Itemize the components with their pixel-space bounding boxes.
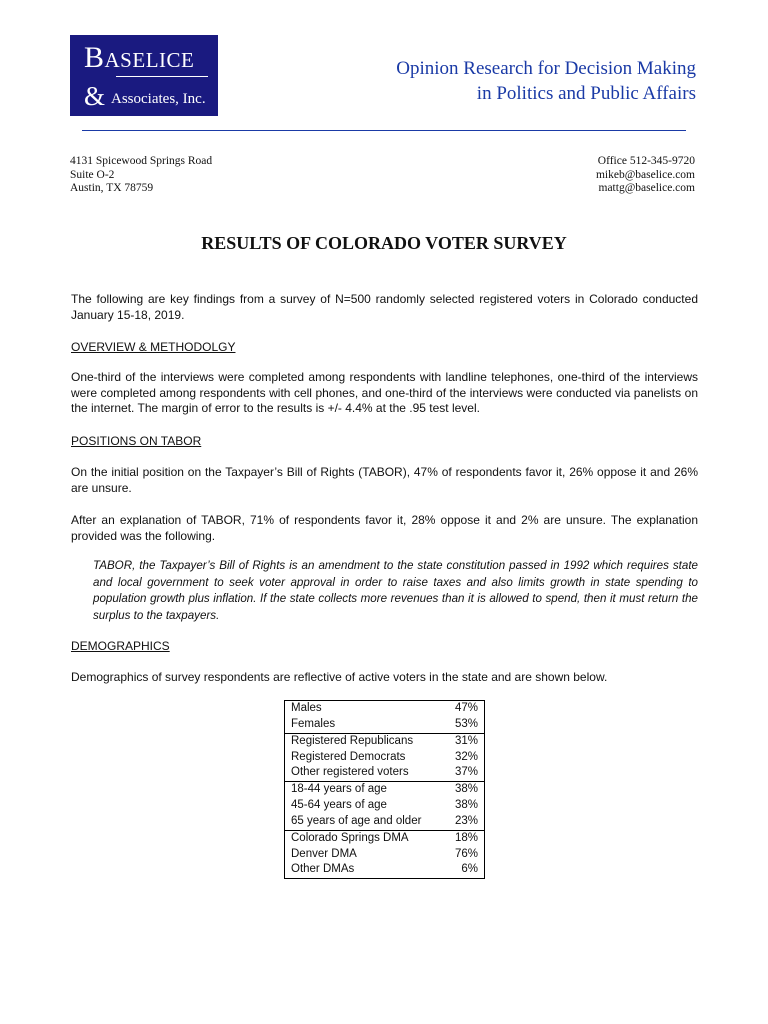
logo-subline: & Associates, Inc. (84, 81, 206, 111)
table-row: Males 47% (291, 702, 478, 714)
positions-paragraph-1: On the initial position on the Taxpayer’s Bill of Rights (TABOR), 47% of respondents favor it, 26% oppose it and 26% are unsure. (71, 465, 698, 495)
overview-paragraph: One-third of the interviews were completed among respondents with landline telephones, one-third of the interviews were completed among respondents with cell phones, and one-third of the interviews were conducted via panelists on the internet. The margin of error to the results is +/- 4.4% at the .95 test level. (71, 370, 698, 416)
demographics-table (284, 700, 485, 879)
overview-heading: OVERVIEW & METHODOLGY (71, 340, 236, 354)
table-row: Registered Republicans 31% (291, 734, 478, 747)
header-divider (82, 130, 686, 131)
table-row: Registered Democrats 32% (291, 750, 478, 763)
office-phone: Office 512-345-9720 (597, 155, 695, 167)
table-group-region (285, 831, 484, 879)
contact-info (596, 155, 695, 196)
intro-paragraph: The following are key findings from a survey of N=500 randomly selected registered voters in Colorado conducted January 15-18, 2019. (71, 292, 698, 322)
table-row: Other registered voters 37% (291, 766, 478, 779)
demographics-heading: DEMOGRAPHICS (71, 639, 170, 653)
document-title: RESULTS OF COLORADO VOTER SURVEY (201, 233, 567, 253)
company-tagline (396, 56, 696, 106)
table-row: Females 53% (291, 717, 478, 730)
table-group-age (285, 782, 484, 831)
contact-email: mikeb@baselice.com (595, 168, 695, 181)
address-line: 4131 Spicewood Springs Road (70, 155, 213, 167)
positions-paragraph-2: After an explanation of TABOR, 71% of respondents favor it, 28% oppose it and 2% are unsure. The explanation provided was the following. (71, 513, 698, 543)
logo-divider (116, 76, 208, 77)
table-row: Colorado Springs DMA 18% (291, 831, 478, 844)
tagline-line-2: in Politics and Public Affairs (476, 83, 696, 104)
address-line: Austin, TX 78759 (70, 182, 154, 194)
table-row: 45-64 years of age 38% (291, 799, 478, 812)
tabor-explanation-quote: TABOR, the Taxpayer’s Bill of Rights is an amendment to the state constitution passed in 1992 which requires state and local government to seek voter approval in order to raise taxes and also limits growth in state spending to population growth plus inflation. If the state collects more revenues than it is allowed to spend, then it must return the surplus to the taxpayers. (93, 559, 698, 622)
tagline-line-1: Opinion Research for Decision Making (396, 58, 696, 79)
positions-heading: POSITIONS ON TABOR (71, 434, 202, 448)
table-row: Other DMAs 6% (291, 863, 478, 876)
table-row: 65 years of age and older 23% (291, 814, 478, 827)
office-address (70, 155, 212, 196)
table-row: 18-44 years of age 38% (291, 783, 478, 796)
table-group-party (285, 734, 484, 783)
table-row: Denver DMA 76% (291, 847, 478, 860)
company-logo (70, 35, 218, 116)
table-group-gender (285, 701, 484, 734)
contact-email: mattg@baselice.com (598, 182, 695, 194)
demographics-paragraph: Demographics of survey respondents are reflective of active voters in the state and are shown below. (71, 670, 608, 684)
logo-wordmark: BASELICE (84, 41, 195, 74)
address-line: Suite O-2 (70, 168, 115, 181)
